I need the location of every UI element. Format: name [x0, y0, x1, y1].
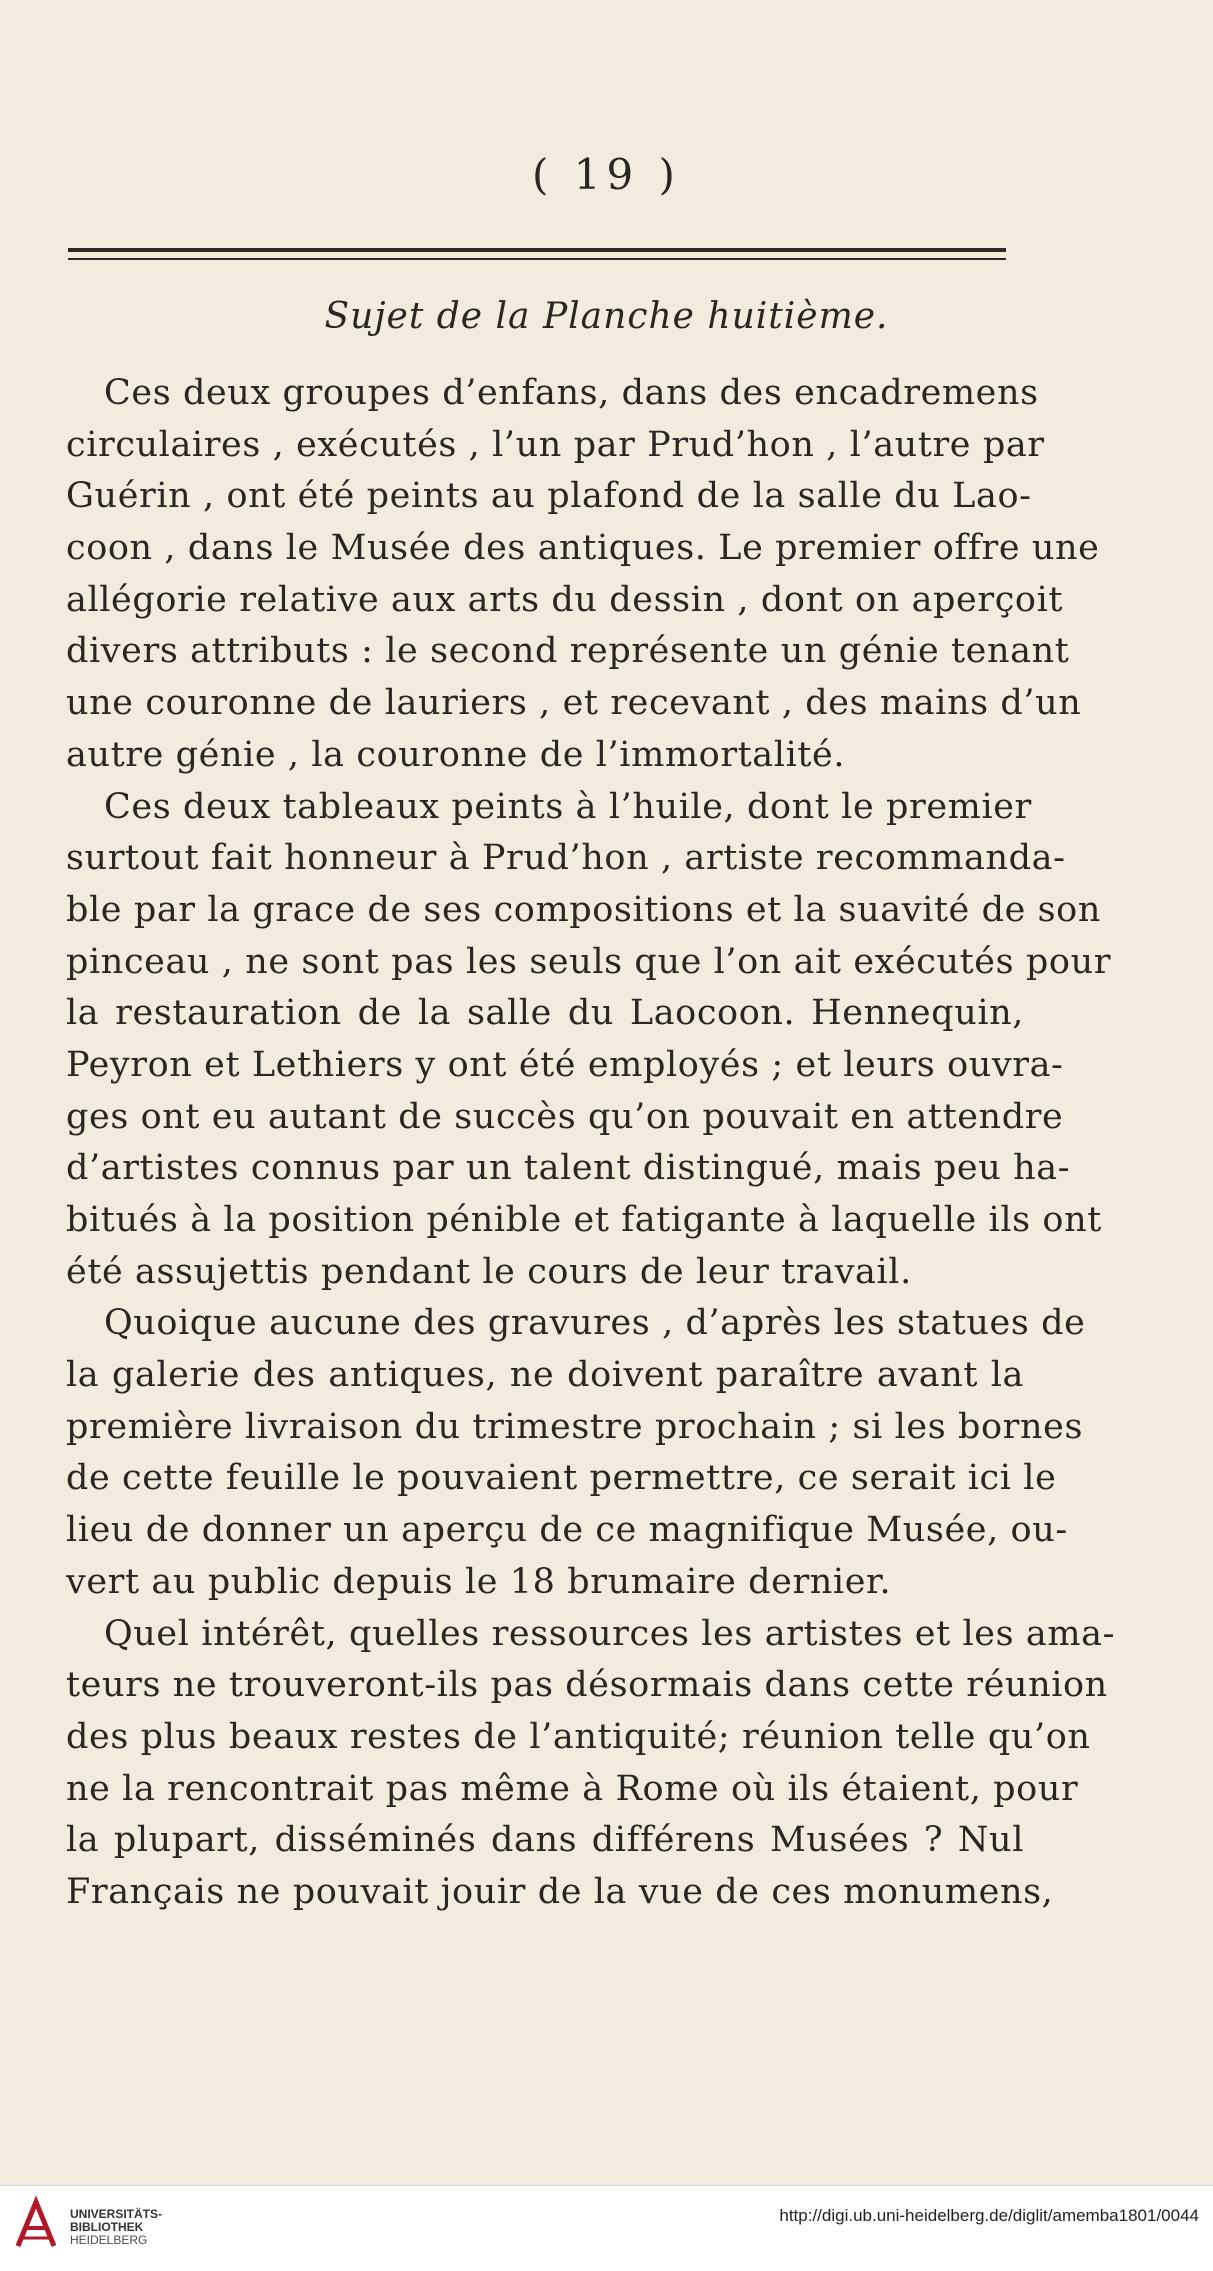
- text-line: Guérin , ont été peints au plafond de la salle du Lao-: [66, 476, 1032, 517]
- text-line: teurs ne trouveront-ils pas désormais dans cette réunion: [66, 1665, 1108, 1706]
- library-name: [70, 2208, 162, 2247]
- text-line: ne la rencontrait pas même à Rome où ils étaient, pour: [66, 1768, 1079, 1809]
- text-line: pinceau , ne sont pas les seuls que l’on ait exécutés pour: [66, 941, 1112, 982]
- text-line: une couronne de lauriers , et recevant , des mains d’un: [66, 683, 1082, 724]
- text-line: Ces deux groupes d’enfans, dans des encadremens: [104, 373, 1039, 413]
- text-line: été assujettis pendant le cours de leur travail.: [66, 1251, 912, 1292]
- header-rule-thick: [68, 248, 1006, 252]
- text-line: d’artistes connus par un talent distingué, mais peu ha-: [66, 1148, 1071, 1189]
- subject-title: Sujet de la Planche huitième.: [324, 296, 889, 337]
- text-line: Ces deux tableaux peints à l’huile, dont le premier: [104, 786, 1032, 827]
- text-line: première livraison du trimestre prochain ; si les bornes: [66, 1406, 1084, 1447]
- page-number: ( 19 ): [532, 150, 681, 199]
- library-line-3: HEIDELBERG: [70, 2233, 148, 2247]
- text-line: surtout fait honneur à Prud’hon , artiste recommanda-: [66, 838, 1066, 879]
- text-line: vert au public depuis le 18 brumaire dernier.: [66, 1561, 892, 1602]
- text-line: Français ne pouvait jouir de la vue de ces monumens,: [66, 1871, 1054, 1912]
- text-line: la plupart, disséminés dans différens Musées ? Nul: [66, 1820, 1024, 1861]
- university-logo-icon: [12, 2194, 60, 2254]
- text-line: Quoique aucune des gravures , d’après les statues de: [104, 1303, 1086, 1344]
- text-line: autre génie , la couronne de l’immortalité.: [66, 734, 846, 775]
- text-line: ges ont eu autant de succès qu’on pouvait en attendre: [66, 1096, 1064, 1137]
- text-line: lieu de donner un aperçu de ce magnifique Musée, ou-: [66, 1510, 1068, 1551]
- text-line: de cette feuille le pouvaient permettre, ce serait ici le: [66, 1458, 1057, 1499]
- body-text: [66, 368, 1116, 1919]
- footer-bar: [0, 2185, 1213, 2271]
- text-line: Quel intérêt, quelles ressources les artistes et les ama-: [104, 1613, 1116, 1654]
- text-line: la galerie des antiques, ne doivent paraître avant la: [66, 1355, 1024, 1396]
- source-url[interactable]: http://digi.ub.uni-heidelberg.de/diglit/amemba1801/0044: [779, 2206, 1199, 2225]
- text-line: Peyron et Lethiers y ont été employés ; et leurs ouvra-: [66, 1044, 1064, 1085]
- text-line: divers attributs : le second représente un génie tenant: [66, 631, 1070, 672]
- text-line: allégorie relative aux arts du dessin , dont on aperçoit: [66, 579, 1064, 620]
- text-line: des plus beaux restes de l’antiquité; réunion telle qu’on: [66, 1716, 1091, 1757]
- text-line: bitués à la position pénible et fatigante à laquelle ils ont: [66, 1200, 1102, 1240]
- text-line: ble par la grace de ses compositions et la suavité de son: [66, 889, 1101, 930]
- header-rule-thin: [68, 258, 1006, 260]
- library-line-2: BIBLIOTHEK: [70, 2220, 144, 2234]
- text-line: coon , dans le Musée des antiques. Le premier offre une: [66, 528, 1100, 569]
- text-line: la restauration de la salle du Laocoon. Hennequin,: [66, 993, 1024, 1034]
- text-line: circulaires , exécutés , l’un par Prud’hon , l’autre par: [66, 424, 1045, 465]
- library-line-1: UNIVERSITÄTS-: [70, 2207, 163, 2221]
